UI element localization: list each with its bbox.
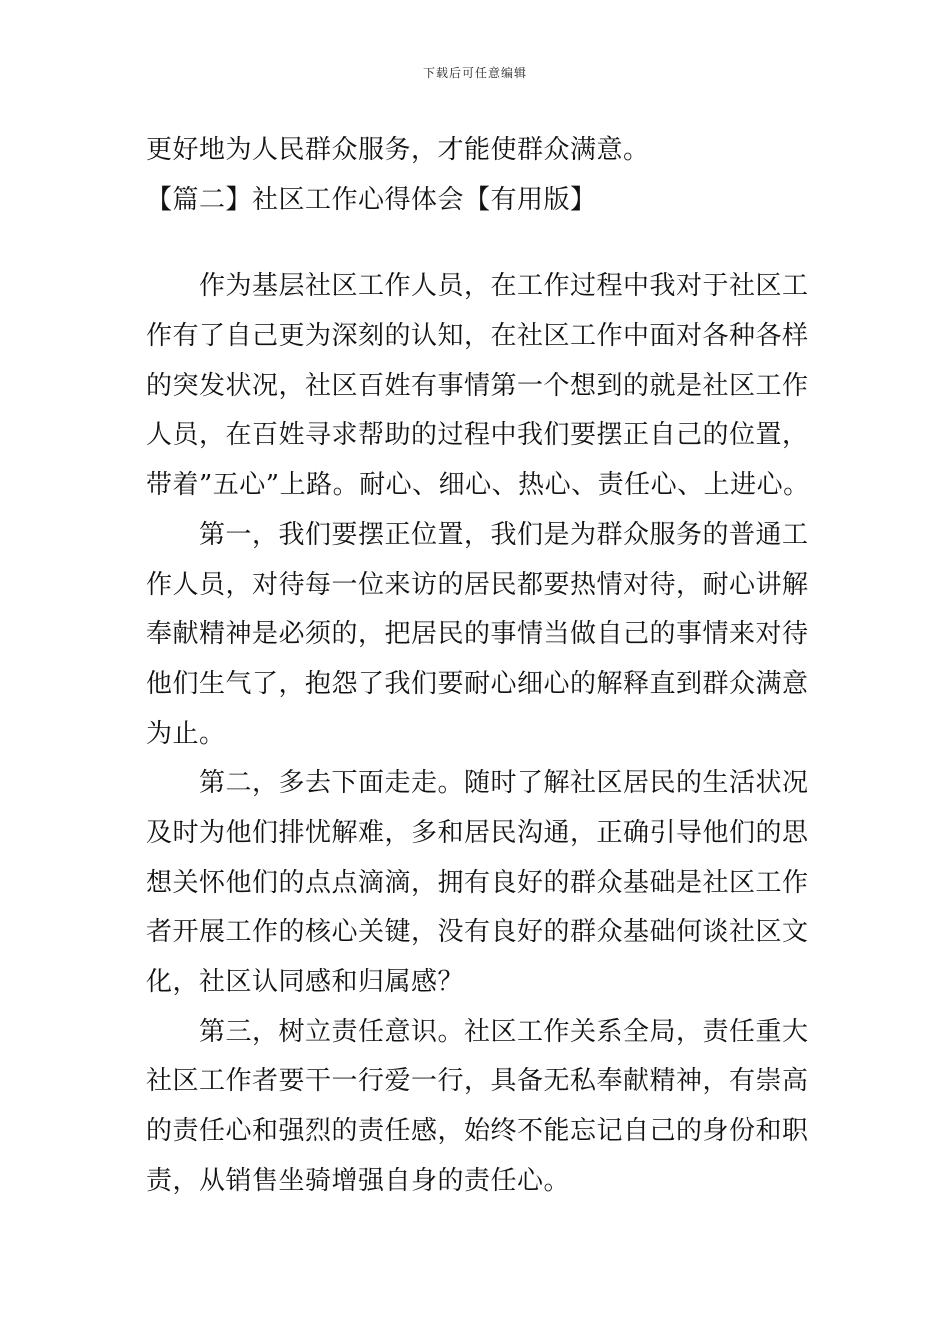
- text-line: 作人员，对待每一位来访的居民都要热情对待，耐心讲解: [146, 569, 809, 600]
- section-title: 【篇二】社区工作心得体会【有用版】: [146, 184, 597, 215]
- document-body: [146, 126, 814, 1206]
- text-line: 的责任心和强烈的责任感，始终不能忘记自己的身份和职: [146, 1116, 809, 1147]
- text-line: 为止。: [146, 718, 226, 749]
- text-line: 第三，树立责任意识。社区工作关系全局，责任重大: [146, 1016, 809, 1047]
- text-line: 化，社区认同感和归属感？: [146, 967, 465, 997]
- text-line: 作为基层社区工作人员，在工作过程中我对于社区工: [146, 271, 809, 302]
- text-line: 的突发状况，社区百姓有事情第一个想到的就是社区工作: [146, 370, 809, 401]
- text-line: 第二，多去下面走走。随时了解社区居民的生活状况: [146, 768, 809, 799]
- page-header: 下载后可任意编辑: [422, 66, 527, 80]
- text-line: 他们生气了，抱怨了我们要耐心细心的解释直到群众满意: [146, 668, 809, 699]
- text-line: 奉献精神是必须的，把居民的事情当做自己的事情来对待: [146, 619, 809, 650]
- text-line: 社区工作者要干一行爱一行，具备无私奉献精神，有崇高: [146, 1066, 809, 1097]
- text-line: 及时为他们排忧解难，多和居民沟通，正确引导他们的思: [146, 817, 809, 848]
- text-line: 带着”五心”上路。耐心、细心、热心、责任心、上进心。: [146, 470, 810, 501]
- text-line: 想关怀他们的点点滴滴，拥有良好的群众基础是社区工作: [146, 867, 809, 898]
- text-line: 更好地为人民群众服务，才能使群众满意。: [146, 135, 650, 165]
- text-line: 人员，在百姓寻求帮助的过程中我们要摆正自己的位置，: [146, 420, 809, 451]
- blank-spacer: [146, 225, 814, 262]
- text-line: 第一，我们要摆正位置，我们是为群众服务的普通工: [146, 519, 809, 550]
- text-line: 责，从销售坐骑增强自身的责任心。: [146, 1165, 571, 1196]
- text-line: 作有了自己更为深刻的认知，在社区工作中面对各种各样: [146, 321, 809, 352]
- text-line: 者开展工作的核心关键，没有良好的群众基础何谈社区文: [146, 917, 809, 948]
